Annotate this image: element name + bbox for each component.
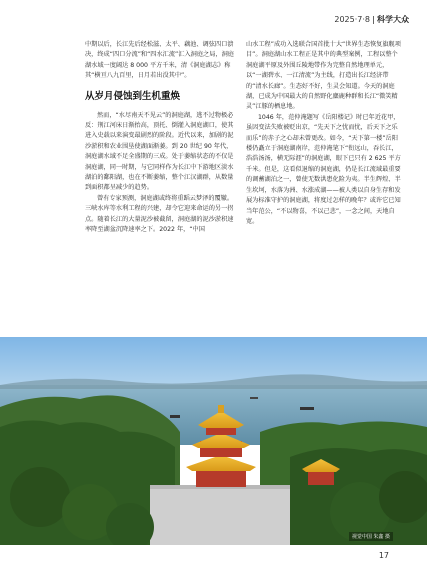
issue-date: 2025·7·8: [334, 15, 370, 24]
left-paragraph-1: 然而，“水尽南天不见云”的洞庭湖，逃不过物极必反：荆江河床日渐抬高，顶托、倒灌入洞庭湖口，使其进入史载以来演变最剧烈的阶段。近代以来，加剧的泥沙淤积和农业围垦使湖面渐萎。到 20 世纪 90 年代，洞庭湖水域不足全盛期的三成。处于萎缩状态的不仅是洞庭湖，同一时期，与它同样作为长江中下游地区淡水湖泊的鄱阳湖，也在不断萎缩，整个江汉湖群，从数量到面积都呈减少的趋势。: [85, 111, 234, 192]
page-number: 17: [378, 551, 389, 560]
magazine-name: 科学大众: [377, 14, 409, 24]
page-header: [334, 14, 409, 25]
yueyang-tower-photo: [0, 337, 427, 545]
right-paragraph-top: 山水工程”成功入选联合国首批十大“世界生态恢复旗舰项目”。洞庭湖山水工程正是其中的典型案例，工程以整个洞庭湖平原及外围丘陵地带作为完整自然地理单元，以“一湖碧水、一江清流”为主线，打造出长江经济带的“清水长廊”。生态好不好，生灵会知道。今天的洞庭湖，已成为中国最大的自然野化麋鹿种群和长江“微笑精灵”江豚的栖息地。: [246, 41, 401, 111]
photo-illustration: [0, 337, 427, 545]
right-column: [246, 40, 401, 227]
left-paragraph-top: 中期以后，长江先后经松滋、太平、藕池、调弦四口溃决，终成“四口分流”和“四水汇流”汇入洞庭之局，洞庭湖水域一度阔达 8 000 平方千米，清《洞庭湖志》称其“横亘八九百里，日月若出没其中”。: [85, 41, 234, 80]
photo-credit: 视觉中国 朱鑫 摄: [349, 532, 393, 541]
header-divider: [373, 16, 374, 24]
left-column: [85, 40, 238, 236]
right-paragraph-1: 1046 年，范仲淹题写《岳阳楼记》时已年近花甲，虽因变法失败被贬出京，“先天下之忧而忧，后天下之乐而乐”的赤子之心却未曾更改。如今，“天下第一楼”岳阳楼仍矗立于洞庭湖南岸，范仲淹笔下“衔远山，吞长江，浩浩汤汤，横无际涯”的洞庭湖，眼下已只有 2 625 平方千米。但是，这看似退缩的洞庭湖，仍是长江流域最重要的调蓄湖泊之一，曾使无数洪患化险为夷。半生辉煌、半生坎坷，水落为洲、水涨成湖——被人类以自身生存和发展为标准守护的洞庭湖，将度过怎样的晚年？或许它已知当年范公，“不以物喜，不以己悲”，一念之间，天地自宽。: [246, 113, 401, 225]
left-paragraph-2: 曾有专家预测，洞庭湖或终将重蹈云梦泽的覆辙。三峡水库等水利工程的兴建，却令它迎来命运的另一拐点。随着长江的大量泥沙被截留，洞庭湖的泥沙淤积速率降至湖盆沉降速率之下。2022 年，“中国: [85, 194, 234, 234]
section-title: 从岁月侵蚀到生机重焕: [85, 90, 181, 102]
